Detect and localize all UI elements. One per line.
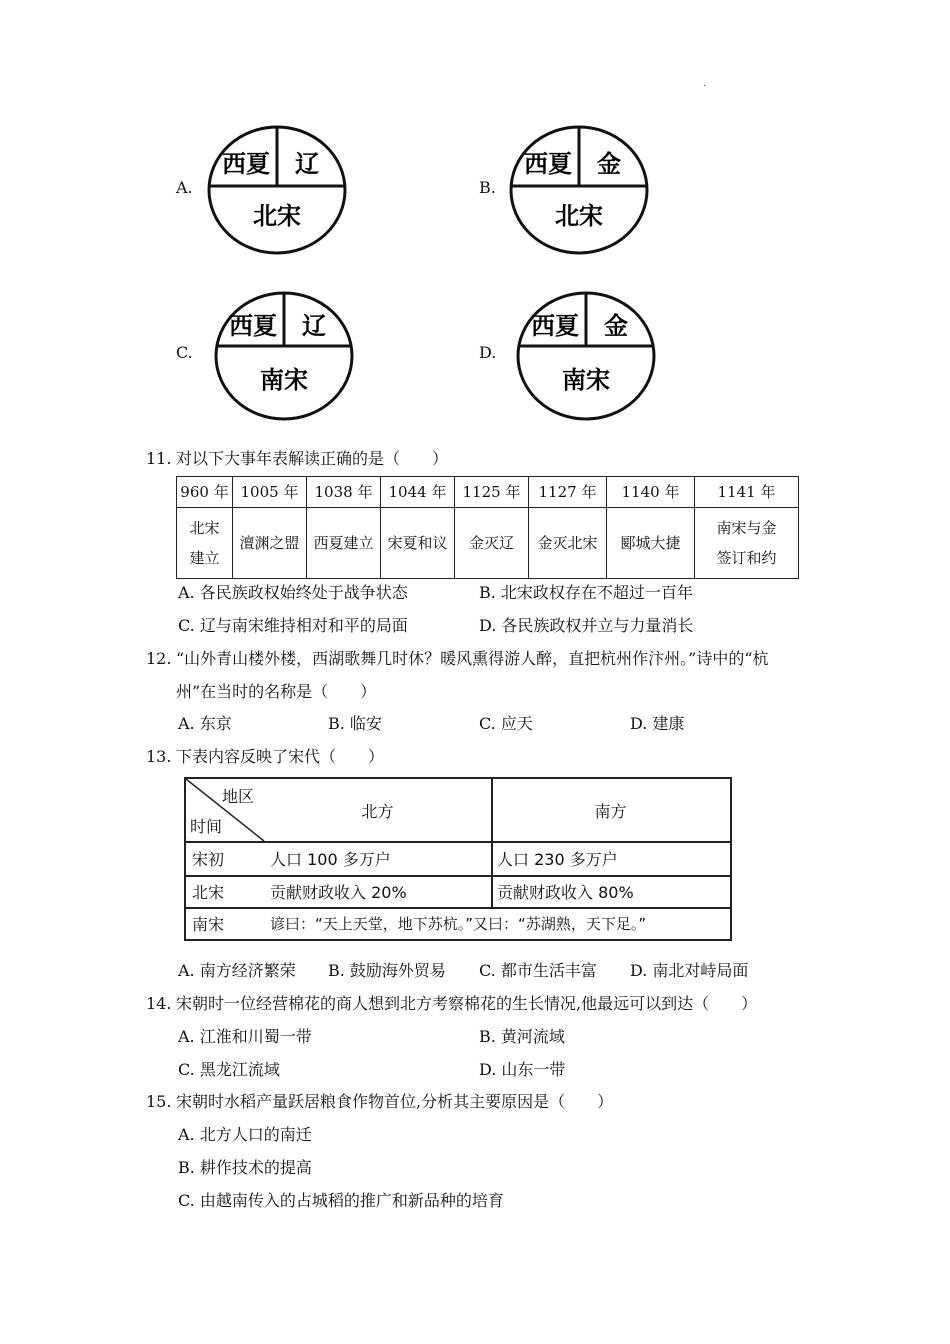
q10-b-tl: 西夏 — [524, 150, 572, 178]
q11-year: 960 年 — [177, 477, 233, 508]
q13-corner-bottom: 时间 — [190, 816, 223, 836]
q13-cell-merged: 谚曰：“天上天堂，地下苏杭。”又曰：“苏湖熟，天下足。” — [270, 914, 647, 933]
q11-event: 北宋 建立 — [177, 508, 233, 579]
q10-d-bottom: 南宋 — [562, 366, 610, 394]
q10-option-b-diagram[interactable] — [508, 124, 650, 260]
q13-cell-north: 贡献财政收入 20% — [270, 882, 407, 902]
q14-stem — [146, 991, 757, 1014]
q10-option-a-letter[interactable]: A. — [176, 178, 193, 197]
q12-line2: 州”在当时的名称是（ ） — [176, 682, 377, 701]
q14-option-d[interactable]: D. 山东一带 — [479, 1060, 566, 1079]
q12-option-d[interactable]: D. 建康 — [630, 714, 685, 733]
q11-year: 1005 年 — [233, 477, 307, 508]
q13-data-table — [184, 777, 732, 941]
q11-event: 金灭辽 — [455, 508, 529, 579]
q13-option-a[interactable]: A. 南方经济繁荣 — [178, 961, 296, 980]
q13-stem — [146, 744, 384, 767]
q13-number: 13. — [146, 747, 172, 766]
q11-year: 1127 年 — [529, 477, 607, 508]
q10-option-a-diagram[interactable] — [206, 124, 348, 260]
q14-option-b[interactable]: B. 黄河流域 — [479, 1027, 565, 1046]
q10-option-c-letter[interactable]: C. — [176, 343, 193, 362]
q11-option-c[interactable]: C. 辽与南宋维持相对和平的局面 — [178, 616, 408, 635]
q13-row-label: 北宋 — [192, 882, 225, 902]
q11-event: 南宋与金 签订和约 — [695, 508, 799, 579]
q12-option-b[interactable]: B. 临安 — [328, 714, 382, 733]
q10-b-bottom: 北宋 — [555, 202, 603, 230]
q13-cell-south: 贡献财政收入 80% — [497, 882, 634, 902]
q11-event: 宋夏和议 — [381, 508, 455, 579]
q11-year: 1038 年 — [307, 477, 381, 508]
q10-d-tl: 西夏 — [531, 312, 579, 340]
q11-year: 1125 年 — [455, 477, 529, 508]
q11-option-b[interactable]: B. 北宋政权存在不超过一百年 — [479, 583, 693, 602]
q13-row-label: 宋初 — [192, 849, 225, 869]
q14-option-a[interactable]: A. 江淮和川蜀一带 — [178, 1027, 312, 1046]
q14-option-c[interactable]: C. 黑龙江流域 — [178, 1060, 280, 1079]
q10-a-bottom: 北宋 — [253, 202, 301, 230]
q14-number: 14. — [146, 994, 172, 1013]
q10-d-tr: 金 — [604, 312, 628, 340]
q11-year: 1140 年 — [607, 477, 695, 508]
q13-option-d[interactable]: D. 南北对峙局面 — [630, 961, 749, 980]
q13-header-north: 北方 — [361, 801, 394, 821]
q15-text: 宋朝时水稻产量跃居粮食作物首位,分析其主要原因是（ ） — [176, 1092, 614, 1111]
q11-event: 西夏建立 — [307, 508, 381, 579]
q13-header-south: 南方 — [594, 801, 627, 821]
q10-option-d-diagram[interactable] — [515, 290, 657, 426]
q11-option-a[interactable]: A. 各民族政权始终处于战争状态 — [178, 583, 408, 602]
q10-option-b-letter[interactable]: B. — [479, 178, 496, 197]
q10-a-tr: 辽 — [295, 150, 319, 178]
q12-option-a[interactable]: A. 东京 — [178, 714, 232, 733]
q11-timeline-table — [176, 476, 799, 579]
q11-year: 1141 年 — [695, 477, 799, 508]
q10-option-c-diagram[interactable] — [213, 290, 355, 426]
q11-option-d[interactable]: D. 各民族政权并立与力量消长 — [479, 616, 694, 635]
q10-c-tr: 辽 — [302, 312, 326, 340]
q13-row-label: 南宋 — [192, 914, 225, 934]
q11-stem — [146, 446, 448, 469]
q10-a-tl: 西夏 — [222, 150, 270, 178]
q11-event: 郾城大捷 — [607, 508, 695, 579]
q12-stem — [146, 646, 769, 669]
q12-line1: “山外青山楼外楼，西湖歌舞几时休？暖风熏得游人醉，直把杭州作汴州。”诗中的“杭 — [176, 649, 769, 668]
q11-text: 对以下大事年表解读正确的是（ ） — [176, 449, 449, 468]
q11-number: 11. — [146, 449, 172, 468]
q10-option-d-letter[interactable]: D. — [479, 343, 497, 362]
q13-option-c[interactable]: C. 都市生活丰富 — [479, 961, 597, 980]
q10-b-tr: 金 — [597, 150, 621, 178]
q13-corner-top: 地区 — [222, 786, 255, 806]
q13-cell-north: 人口 100 多万户 — [270, 849, 391, 869]
q15-option-c[interactable]: C. 由越南传入的占城稻的推广和新品种的培育 — [178, 1191, 504, 1210]
q13-text: 下表内容反映了宋代（ ） — [176, 747, 385, 766]
q15-stem — [146, 1089, 613, 1112]
q12-option-c[interactable]: C. 应天 — [479, 714, 533, 733]
q11-year: 1044 年 — [381, 477, 455, 508]
q14-text: 宋朝时一位经营棉花的商人想到北方考察棉花的生长情况,他最远可以到达（ ） — [176, 994, 758, 1013]
q15-option-b[interactable]: B. 耕作技术的提高 — [178, 1158, 312, 1177]
q15-number: 15. — [146, 1092, 172, 1111]
q10-c-bottom: 南宋 — [260, 366, 308, 394]
q13-option-b[interactable]: B. 鼓励海外贸易 — [328, 961, 446, 980]
page-dot: . — [703, 78, 707, 89]
q11-event: 金灭北宋 — [529, 508, 607, 579]
q12-number: 12. — [146, 649, 172, 668]
q11-event: 澶渊之盟 — [233, 508, 307, 579]
q10-c-tl: 西夏 — [229, 312, 277, 340]
q13-cell-south: 人口 230 多万户 — [497, 849, 618, 869]
q15-option-a[interactable]: A. 北方人口的南迁 — [178, 1125, 312, 1144]
